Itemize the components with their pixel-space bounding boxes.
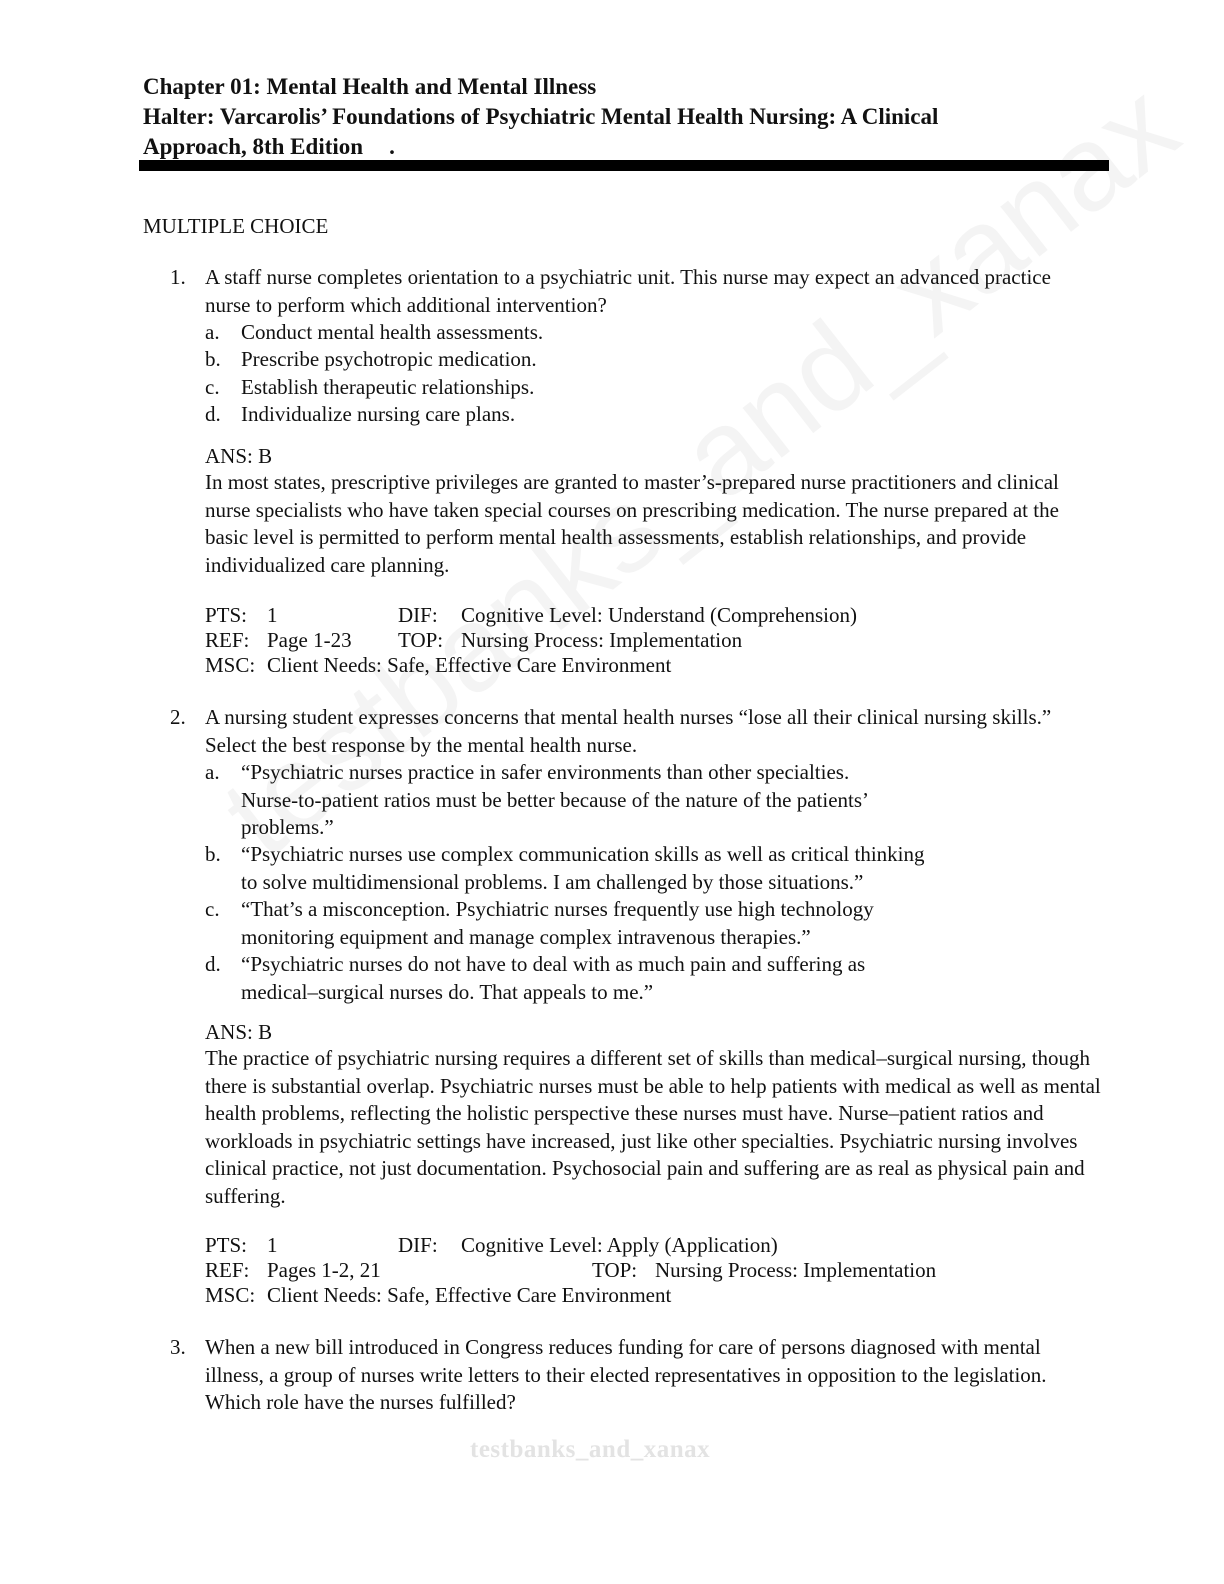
top-label: TOP: [398, 628, 444, 652]
question-number: 2. [170, 705, 186, 729]
chapter-title: Chapter 01: Mental Health and Mental Illness [143, 74, 597, 99]
header-rule [139, 160, 1109, 171]
option-letter: d. [205, 402, 221, 426]
ref-label: REF: [205, 1258, 250, 1282]
dif-label: DIF: [398, 1233, 438, 1257]
question-stem: A staff nurse completes orientation to a psychiatric unit. This nurse may expect an advanced practice nurse to perform which additional intervention? [205, 265, 1051, 317]
option-letter: b. [205, 347, 221, 371]
dif-value: Cognitive Level: Understand (Comprehension) [461, 603, 857, 627]
rationale: In most states, prescriptive privileges are granted to master’s-prepared nurse practitioners and clinical nurse specialists who have taken special courses on prescribing medication. The nurse prepared at the basic level is permitted to perform mental health assessments, establish relationships, and provide individualized care planning. [205, 470, 1059, 577]
question-stem: A nursing student expresses concerns that mental health nurses “lose all their clinical nursing skills.” Select the best response by the mental health nurse. [205, 705, 1052, 757]
option-text-line: “Psychiatric nurses do not have to deal with as much pain and suffering as [241, 952, 866, 976]
pts-label: PTS: [205, 603, 248, 627]
option-text: Individualize nursing care plans. [241, 402, 516, 426]
document-header [143, 72, 1103, 162]
rationale: The practice of psychiatric nursing requires a different set of skills than medical–surgical nursing, though there is substantial overlap. Psychiatric nurses must be able to help patients with medical as well as mental health problems, reflecting the holistic perspective these nurses must have. Nurse–patient ratios and workloads in psychiatric settings have increased, just like other specialties. Psychiatric nursing involves clinical practice, not just documentation. Psychosocial pain and suffering are as real as physical pain and suffering. [205, 1046, 1101, 1208]
footer-watermark: testbanks_and_xanax [470, 1436, 711, 1463]
pts-value: 1 [267, 603, 278, 627]
option-text-line: medical–surgical nurses do. That appeals to me.” [241, 979, 654, 1004]
ref-label: REF: [205, 628, 250, 652]
option-text: Conduct mental health assessments. [241, 320, 544, 344]
option-text-line: “That’s a misconception. Psychiatric nurses frequently use high technology [241, 897, 874, 921]
top-value: Nursing Process: Implementation [655, 1258, 937, 1282]
option-text-line: Nurse-to-patient ratios must be better because of the nature of the patients’ [241, 787, 870, 812]
msc-label: MSC: [205, 1283, 256, 1307]
option-letter: c. [205, 375, 220, 399]
section-title: MULTIPLE CHOICE [143, 214, 329, 238]
question-number: 3. [170, 1335, 186, 1359]
option-letter: a. [205, 320, 220, 344]
dif-label: DIF: [398, 603, 438, 627]
msc-label: MSC: [205, 653, 256, 677]
option-text: Prescribe psychotropic medication. [241, 347, 537, 371]
question-number: 1. [170, 265, 186, 289]
top-value: Nursing Process: Implementation [461, 628, 743, 652]
option-letter: d. [205, 952, 221, 976]
option-text-line: “Psychiatric nurses practice in safer environments than other specialties. [241, 760, 850, 784]
pts-value: 1 [267, 1233, 278, 1257]
answer-key: ANS: B [205, 444, 273, 468]
ref-value: Pages 1-2, 21 [267, 1258, 381, 1282]
option-text-line: monitoring equipment and manage complex intravenous therapies.” [241, 924, 811, 949]
book-title-line1: Halter: Varcarolis’ Foundations of Psychiatric Mental Health Nursing: A Clinical [143, 104, 939, 129]
option-letter: a. [205, 760, 220, 784]
book-title-line2: Approach, 8th Edition . [143, 134, 395, 159]
ref-value: Page 1-23 [267, 628, 352, 652]
option-letter: b. [205, 842, 221, 866]
question-metadata [205, 1233, 1105, 1308]
pts-label: PTS: [205, 1233, 248, 1257]
top-label: TOP: [592, 1258, 638, 1282]
dif-value: Cognitive Level: Apply (Application) [461, 1233, 778, 1257]
msc-value: Client Needs: Safe, Effective Care Environment [267, 1283, 672, 1307]
question-stem: When a new bill introduced in Congress reduces funding for care of persons diagnosed with mental illness, a group of nurses write letters to their elected representatives in opposition to the legislation. Which role have the nurses fulfilled? [205, 1335, 1047, 1414]
option-text: Establish therapeutic relationships. [241, 375, 535, 399]
question-metadata [205, 603, 1105, 678]
msc-value: Client Needs: Safe, Effective Care Environment [267, 653, 672, 677]
option-letter: c. [205, 897, 220, 921]
header-dot: . [389, 134, 395, 159]
option-text-line: to solve multidimensional problems. I am challenged by those situations.” [241, 869, 864, 894]
option-text-line: problems.” [241, 815, 334, 839]
answer-key: ANS: B [205, 1020, 273, 1044]
option-text-line: “Psychiatric nurses use complex communication skills as well as critical thinking [241, 842, 925, 866]
